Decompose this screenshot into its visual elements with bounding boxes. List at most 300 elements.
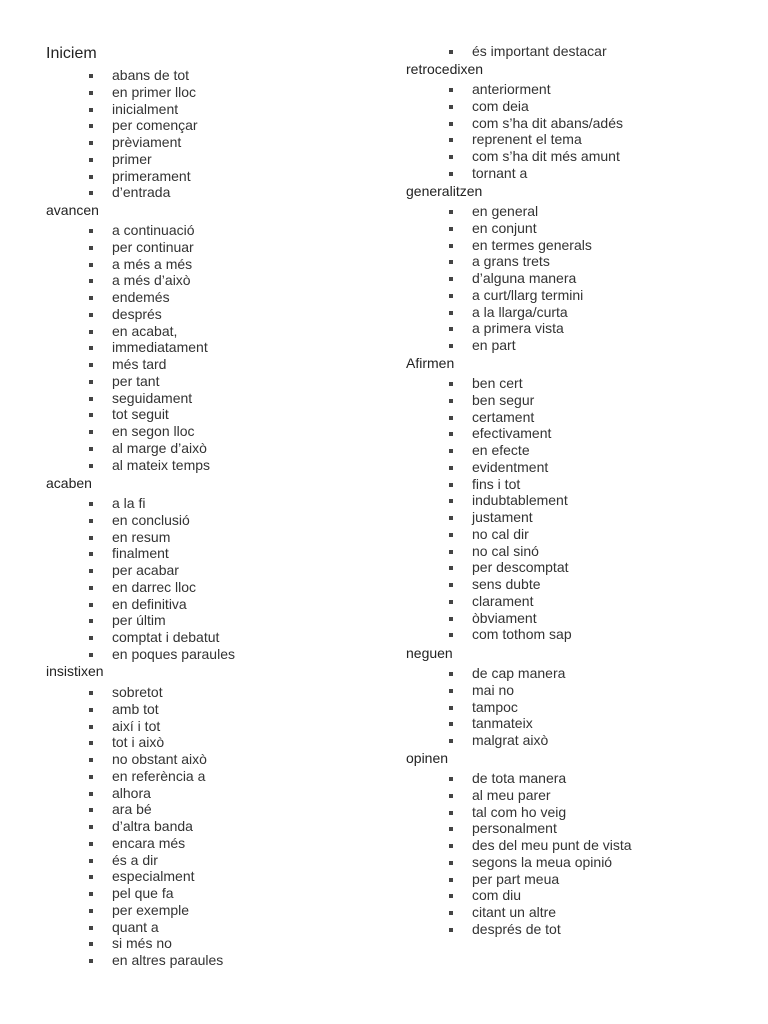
list-item <box>406 492 746 509</box>
square-bullet-icon <box>449 911 453 915</box>
square-bullet-icon <box>449 794 453 798</box>
square-bullet-icon <box>449 811 453 815</box>
square-bullet-icon <box>89 502 93 506</box>
square-bullet-icon <box>449 432 453 436</box>
list-item <box>46 239 376 256</box>
square-bullet-icon <box>89 229 93 233</box>
square-bullet-icon <box>449 722 453 726</box>
square-bullet-icon <box>89 603 93 607</box>
list-item <box>46 457 376 474</box>
list-item <box>46 356 376 373</box>
square-bullet-icon <box>449 566 453 570</box>
square-bullet-icon <box>449 172 453 176</box>
list-item <box>46 646 376 663</box>
list-item <box>46 902 376 919</box>
list-item-text: mai no <box>472 681 515 698</box>
section-list <box>406 203 746 354</box>
square-bullet-icon <box>449 449 453 453</box>
square-bullet-icon <box>89 741 93 745</box>
list-item-text: tampoc <box>472 698 518 715</box>
section-list <box>406 375 746 643</box>
list-item-text: és a dir <box>112 851 158 868</box>
square-bullet-icon <box>449 861 453 865</box>
section-heading: insistixen <box>46 663 104 679</box>
square-bullet-icon <box>449 244 453 248</box>
list-item <box>46 134 376 151</box>
list-item <box>46 768 376 785</box>
square-bullet-icon <box>449 155 453 159</box>
square-bullet-icon <box>449 210 453 214</box>
square-bullet-icon <box>449 227 453 231</box>
list-item <box>46 579 376 596</box>
list-item <box>46 84 376 101</box>
list-item <box>46 117 376 134</box>
section-heading: generalitzen <box>406 183 483 199</box>
list-item <box>46 222 376 239</box>
list-item-text: al mateix temps <box>112 456 211 473</box>
list-item-text: fins i tot <box>472 475 521 492</box>
list-item-text: d’altra banda <box>112 818 193 834</box>
square-bullet-icon <box>89 91 93 95</box>
list-item-text: indubtablement <box>472 492 568 509</box>
list-item <box>46 272 376 289</box>
list-item-text: per començar <box>112 117 198 134</box>
list-item-text: a primera vista <box>472 320 564 337</box>
section-list <box>406 770 746 938</box>
list-item-text: per últim <box>112 612 166 629</box>
square-bullet-icon <box>89 808 93 812</box>
square-bullet-icon <box>89 892 93 896</box>
list-item-text: en general <box>472 203 539 219</box>
square-bullet-icon <box>449 827 453 831</box>
square-bullet-icon <box>449 550 453 554</box>
list-item <box>46 701 376 718</box>
list-item-text: per tant <box>112 372 160 389</box>
square-bullet-icon <box>89 108 93 112</box>
list-item-text: en darrec lloc <box>112 578 197 595</box>
list-item-text: no cal dir <box>472 525 529 542</box>
list-item <box>406 904 746 921</box>
list-item-text: efectivament <box>472 425 552 442</box>
list-item <box>406 559 746 576</box>
list-item-text: tot i això <box>112 734 165 751</box>
list-item-text: a més d’això <box>112 272 191 289</box>
list-item <box>46 629 376 646</box>
list-item-text: no obstant això <box>112 751 207 767</box>
square-bullet-icon <box>449 516 453 520</box>
list-item-text: en segon lloc <box>112 423 195 439</box>
list-item <box>46 952 376 969</box>
list-item <box>406 320 746 337</box>
list-item-text: finalment <box>112 545 169 562</box>
square-bullet-icon <box>89 775 93 779</box>
list-item-text: anteriorment <box>472 81 551 97</box>
list-item-text: a curt/llarg termini <box>472 286 584 303</box>
list-item <box>406 304 746 321</box>
square-bullet-icon <box>89 346 93 350</box>
list-item <box>46 684 376 701</box>
list-item <box>406 203 746 220</box>
list-item-text: ben segur <box>472 391 535 408</box>
list-item-text: des del meu punt de vista <box>472 837 632 853</box>
list-item <box>406 476 746 493</box>
list-item-text: a continuació <box>112 222 195 238</box>
list-item-text: al meu parer <box>472 786 551 803</box>
section-heading: opinen <box>406 750 449 766</box>
square-bullet-icon <box>89 175 93 179</box>
list-item-text: per exemple <box>112 901 190 918</box>
square-bullet-icon <box>89 141 93 145</box>
list-item-text: més tard <box>112 356 167 372</box>
list-item <box>46 885 376 902</box>
list-item <box>46 734 376 751</box>
section-heading: acaben <box>46 475 92 491</box>
list-item <box>406 732 746 749</box>
list-item-text: comptat i debatut <box>112 629 220 645</box>
list-item-text: després <box>112 305 162 322</box>
list-item <box>46 818 376 835</box>
list-item <box>46 545 376 562</box>
list-item <box>406 253 746 270</box>
square-bullet-icon <box>449 633 453 637</box>
square-bullet-icon <box>89 430 93 434</box>
square-bullet-icon <box>449 50 453 54</box>
square-bullet-icon <box>449 878 453 882</box>
list-item <box>406 115 746 132</box>
section-heading: Iniciem <box>46 45 97 62</box>
list-item <box>46 512 376 529</box>
section-list <box>46 222 376 473</box>
list-item <box>406 43 746 60</box>
list-item-text: ben cert <box>472 375 523 391</box>
square-bullet-icon <box>449 499 453 503</box>
square-bullet-icon <box>89 725 93 729</box>
list-item <box>406 165 746 182</box>
list-item-text: d’entrada <box>112 184 171 201</box>
list-item <box>406 682 746 699</box>
list-item <box>46 835 376 852</box>
list-item-text: de cap manera <box>472 665 566 681</box>
list-item <box>406 715 746 732</box>
list-item <box>406 887 746 904</box>
square-bullet-icon <box>449 416 453 420</box>
square-bullet-icon <box>89 74 93 78</box>
list-item-text: òbviament <box>472 609 537 626</box>
list-item <box>46 184 376 201</box>
list-item-text: a la fi <box>112 495 146 511</box>
square-bullet-icon <box>449 88 453 92</box>
list-item <box>406 459 746 476</box>
square-bullet-icon <box>89 363 93 367</box>
square-bullet-icon <box>449 277 453 281</box>
list-item-text: és important destacar <box>472 43 607 59</box>
square-bullet-icon <box>89 536 93 540</box>
list-item <box>46 101 376 118</box>
square-bullet-icon <box>89 842 93 846</box>
list-item-text: a grans trets <box>472 253 550 270</box>
square-bullet-icon <box>89 569 93 573</box>
square-bullet-icon <box>89 263 93 267</box>
list-item-text: personalment <box>472 820 557 837</box>
list-item-text: abans de tot <box>112 67 190 83</box>
list-item-text: ara bé <box>112 801 152 818</box>
section-heading: avancen <box>46 202 99 218</box>
list-item <box>46 306 376 323</box>
list-item <box>46 339 376 356</box>
list-item-text: per descomptat <box>472 559 569 576</box>
list-item-text: en resum <box>112 528 171 545</box>
list-item <box>406 392 746 409</box>
list-item-text: en acabat, <box>112 322 178 339</box>
section-list <box>46 495 376 663</box>
list-item <box>46 801 376 818</box>
square-bullet-icon <box>89 909 93 913</box>
list-item-text: encara més <box>112 834 186 851</box>
section-heading: neguen <box>406 645 453 661</box>
list-item-text: per part meua <box>472 870 560 887</box>
list-item <box>406 626 746 643</box>
list-item-text: no cal sinó <box>472 542 539 559</box>
list-item-text: com s’ha dit més amunt <box>472 148 620 164</box>
list-item <box>46 562 376 579</box>
list-item <box>406 576 746 593</box>
list-item <box>46 596 376 613</box>
list-item <box>46 751 376 768</box>
list-item <box>406 820 746 837</box>
list-item <box>406 270 746 287</box>
square-bullet-icon <box>89 586 93 590</box>
list-item-text: evidentment <box>472 458 549 475</box>
list-item-text: en referència a <box>112 767 206 784</box>
square-bullet-icon <box>89 758 93 762</box>
square-bullet-icon <box>89 859 93 863</box>
list-item <box>406 287 746 304</box>
list-item-text: com s’ha dit abans/adés <box>472 114 623 131</box>
list-item-text: seguidament <box>112 389 193 406</box>
square-bullet-icon <box>89 552 93 556</box>
square-bullet-icon <box>449 327 453 331</box>
square-bullet-icon <box>89 619 93 623</box>
list-item-text: segons la meua opinió <box>472 853 613 870</box>
list-item-text: amb tot <box>112 700 159 717</box>
section-heading: Afirmen <box>406 355 455 371</box>
list-item <box>406 871 746 888</box>
list-item <box>46 529 376 546</box>
square-bullet-icon <box>449 105 453 109</box>
list-item <box>46 612 376 629</box>
square-bullet-icon <box>89 447 93 451</box>
square-bullet-icon <box>449 399 453 403</box>
list-item <box>46 323 376 340</box>
square-bullet-icon <box>449 260 453 264</box>
square-bullet-icon <box>89 691 93 695</box>
square-bullet-icon <box>89 397 93 401</box>
list-item-text: quant a <box>112 918 159 935</box>
list-item <box>406 804 746 821</box>
square-bullet-icon <box>449 344 453 348</box>
list-item-text: citant un altre <box>472 904 557 920</box>
list-item-text: tanmateix <box>472 715 533 732</box>
list-item <box>406 337 746 354</box>
list-item <box>406 131 746 148</box>
list-item <box>46 440 376 457</box>
square-bullet-icon <box>449 672 453 676</box>
list-item-text: alhora <box>112 784 151 801</box>
section-list <box>406 665 746 749</box>
list-item-text: en conjunt <box>472 219 537 236</box>
list-item-text: al marge d’això <box>112 439 207 456</box>
section-list <box>406 81 746 182</box>
list-item-text: així i tot <box>112 717 161 734</box>
list-item <box>406 593 746 610</box>
list-item-text: de tota manera <box>472 770 567 786</box>
square-bullet-icon <box>449 739 453 743</box>
list-item <box>406 98 746 115</box>
square-bullet-icon <box>449 294 453 298</box>
list-item <box>406 442 746 459</box>
square-bullet-icon <box>449 382 453 386</box>
square-bullet-icon <box>89 708 93 712</box>
list-item <box>46 423 376 440</box>
list-item <box>46 289 376 306</box>
list-item-text: clarament <box>472 592 534 609</box>
section-list <box>406 43 746 60</box>
list-item-text: en altres paraules <box>112 952 224 968</box>
list-item <box>46 852 376 869</box>
list-item-text: certament <box>472 408 535 425</box>
square-bullet-icon <box>89 636 93 640</box>
list-item <box>46 256 376 273</box>
list-item <box>406 837 746 854</box>
square-bullet-icon <box>449 122 453 126</box>
list-item <box>46 67 376 84</box>
square-bullet-icon <box>89 124 93 128</box>
list-item <box>406 699 746 716</box>
list-item <box>406 854 746 871</box>
list-item-text: com deia <box>472 97 529 114</box>
square-bullet-icon <box>449 844 453 848</box>
list-item-text: inicialment <box>112 100 179 117</box>
list-item-text: tornant a <box>472 164 528 181</box>
list-item-text: sens dubte <box>472 576 541 592</box>
square-bullet-icon <box>89 959 93 963</box>
list-item-text: especialment <box>112 868 195 885</box>
square-bullet-icon <box>449 689 453 693</box>
list-item-text: primerament <box>112 167 191 184</box>
square-bullet-icon <box>449 533 453 537</box>
list-item-text: després de tot <box>472 920 561 937</box>
list-item <box>406 770 746 787</box>
square-bullet-icon <box>89 792 93 796</box>
list-item-text: en efecte <box>472 442 530 458</box>
square-bullet-icon <box>449 600 453 604</box>
square-bullet-icon <box>89 191 93 195</box>
square-bullet-icon <box>89 330 93 334</box>
square-bullet-icon <box>89 464 93 468</box>
list-item <box>406 921 746 938</box>
square-bullet-icon <box>449 928 453 932</box>
list-item-text: immediatament <box>112 339 208 356</box>
list-item-text: en conclusió <box>112 511 190 528</box>
list-item <box>46 919 376 936</box>
list-item-text: com tothom sap <box>472 626 572 643</box>
list-item-text: en termes generals <box>472 236 592 253</box>
list-item <box>46 495 376 512</box>
list-item-text: a més a més <box>112 255 193 272</box>
list-item-text: reprenent el tema <box>472 131 582 148</box>
list-item-text: si més no <box>112 935 172 952</box>
list-item <box>46 868 376 885</box>
list-item <box>46 151 376 168</box>
list-item <box>406 543 746 560</box>
list-item <box>46 785 376 802</box>
list-item-text: primer <box>112 150 152 167</box>
list-item-text: pel que fa <box>112 885 174 901</box>
square-bullet-icon <box>89 942 93 946</box>
list-item-text: tot seguit <box>112 406 169 423</box>
list-item <box>406 787 746 804</box>
square-bullet-icon <box>449 617 453 621</box>
square-bullet-icon <box>89 413 93 417</box>
list-item-text: sobretot <box>112 684 163 700</box>
list-item <box>46 935 376 952</box>
square-bullet-icon <box>89 875 93 879</box>
list-item <box>46 390 376 407</box>
list-item-text: en primer lloc <box>112 83 197 100</box>
square-bullet-icon <box>449 138 453 142</box>
section-list <box>46 67 376 201</box>
square-bullet-icon <box>449 483 453 487</box>
square-bullet-icon <box>89 296 93 300</box>
square-bullet-icon <box>89 380 93 384</box>
list-item <box>46 168 376 185</box>
list-item <box>46 373 376 390</box>
list-item <box>406 375 746 392</box>
list-item <box>406 81 746 98</box>
square-bullet-icon <box>89 246 93 250</box>
list-item-text: prèviament <box>112 134 182 150</box>
square-bullet-icon <box>89 825 93 829</box>
square-bullet-icon <box>89 653 93 657</box>
list-item <box>406 148 746 165</box>
section-list <box>46 684 376 969</box>
square-bullet-icon <box>89 313 93 317</box>
list-item <box>406 220 746 237</box>
square-bullet-icon <box>89 279 93 283</box>
square-bullet-icon <box>89 926 93 930</box>
square-bullet-icon <box>449 894 453 898</box>
list-item-text: d’alguna manera <box>472 270 577 286</box>
square-bullet-icon <box>89 519 93 523</box>
list-item <box>406 237 746 254</box>
square-bullet-icon <box>449 777 453 781</box>
square-bullet-icon <box>89 158 93 162</box>
list-item <box>46 406 376 423</box>
list-item-text: justament <box>472 509 533 525</box>
list-item <box>406 509 746 526</box>
list-item-text: com diu <box>472 887 522 904</box>
list-item-text: a la llarga/curta <box>472 303 568 320</box>
list-item-text: tal com ho veig <box>472 803 567 820</box>
list-item-text: endemés <box>112 289 170 305</box>
list-item-text: per continuar <box>112 238 194 255</box>
list-item <box>406 409 746 426</box>
list-item <box>406 526 746 543</box>
list-item-text: per acabar <box>112 562 179 578</box>
list-item-text: malgrat això <box>472 732 549 748</box>
list-item-text: en part <box>472 337 516 353</box>
list-item <box>406 610 746 627</box>
